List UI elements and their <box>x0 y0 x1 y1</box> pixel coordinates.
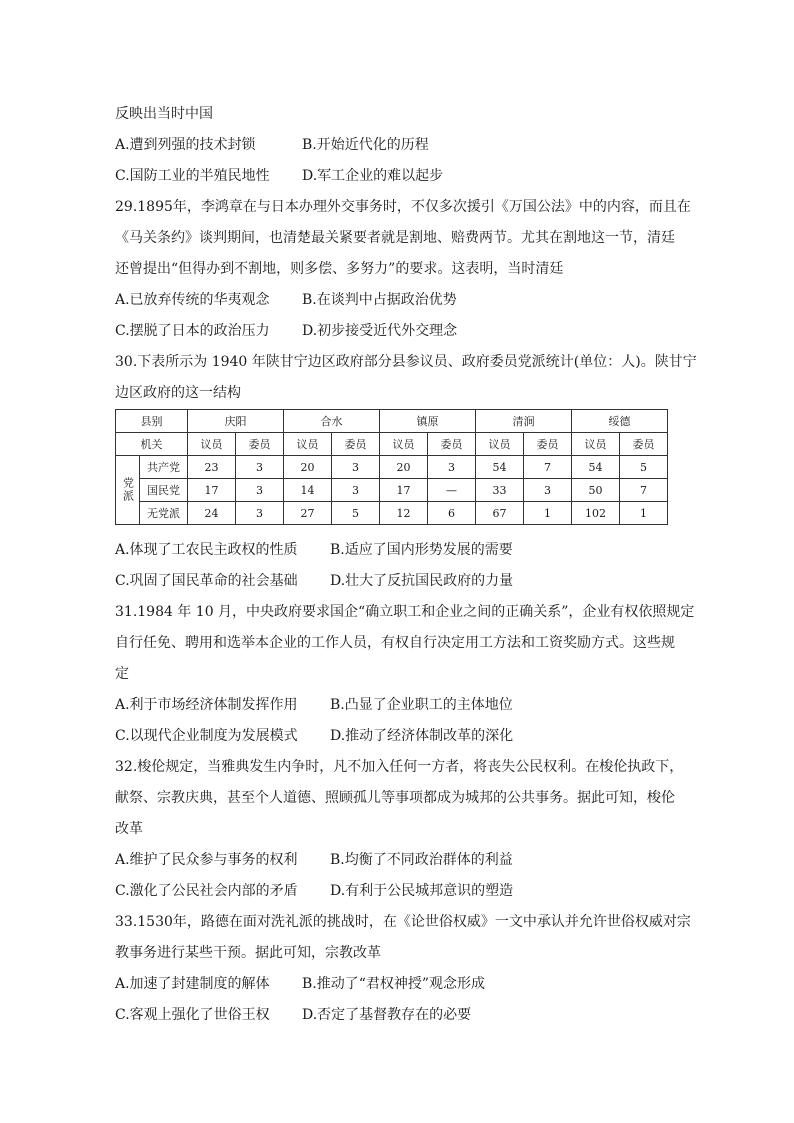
county-name: 庆阳 <box>188 410 284 433</box>
party-vertical-label: 党派 <box>116 456 140 525</box>
question-32-line-3: 改革 <box>115 821 143 837</box>
table-cell: — <box>428 479 476 502</box>
table-cell: 50 <box>572 479 620 502</box>
q31-option-c: C.以现代企业制度为发展模式 <box>115 728 298 744</box>
sub-header-committee: 委员 <box>332 433 380 456</box>
table-cell: 23 <box>188 456 236 479</box>
question-30-line-2: 边区政府的这一结构 <box>115 385 241 401</box>
sub-header-committee: 委员 <box>428 433 476 456</box>
sub-header-committee: 委员 <box>236 433 284 456</box>
q28-option-a: A.遭到列强的技术封锁 <box>115 137 256 153</box>
table-cell: 5 <box>620 456 668 479</box>
question-29-line-1: 29.1895年，李鸿章在与日本办理外交事务时，不仅多次援引《万国公法》中的内容，而且在 <box>115 199 691 215</box>
table-cell: 6 <box>428 502 476 525</box>
table-row <box>116 479 668 502</box>
question-32-line-1: 32.梭伦规定，当雅典发生内争时，凡不加入任何一方者，将丧失公民权利。在梭伦执政下， <box>115 759 684 775</box>
county-name: 绥德 <box>572 410 668 433</box>
table-cell: 3 <box>524 479 572 502</box>
question-30-line-1: 30.下表所示为 1940 年陕甘宁边区政府部分县参议员、政府委员党派统计(单位：人)。陕甘宁 <box>115 354 697 370</box>
q29-option-b: B.在谈判中占据政治优势 <box>302 292 457 308</box>
party-name: 无党派 <box>140 502 188 525</box>
table-cell: 12 <box>380 502 428 525</box>
q28-option-c: C.国防工业的半殖民地性 <box>115 168 270 184</box>
table-cell: 3 <box>332 456 380 479</box>
table-cell: 3 <box>428 456 476 479</box>
q31-option-d: D.推动了经济体制改革的深化 <box>330 728 514 744</box>
table-cell: 54 <box>476 456 524 479</box>
table-cell: 3 <box>236 456 284 479</box>
table-cell: 33 <box>476 479 524 502</box>
q29-option-c: C.摆脱了日本的政治压力 <box>115 323 270 339</box>
sub-header-councillor: 议员 <box>188 433 236 456</box>
sub-header-councillor: 议员 <box>572 433 620 456</box>
sub-header-councillor: 议员 <box>476 433 524 456</box>
q32-option-b: B.均衡了不同政治群体的利益 <box>330 852 513 868</box>
county-name: 清涧 <box>476 410 572 433</box>
table-cell: 17 <box>188 479 236 502</box>
question-29-line-2: 《马关条约》谈判期间，也清楚最关紧要者就是割地、赔费两节。尤其在割地这一节，清廷 <box>115 230 675 246</box>
q33-option-a: A.加速了封建制度的解体 <box>115 976 270 992</box>
question-28-stem-tail: 反映出当时中国 <box>115 106 213 122</box>
table-cell: 17 <box>380 479 428 502</box>
table-cell: 14 <box>284 479 332 502</box>
county-header-label: 县别 <box>116 410 188 433</box>
table-cell: 7 <box>620 479 668 502</box>
question-31-line-2: 自行任免、聘用和选举本企业的工作人员，有权自行决定用工方法和工资奖励方式。这些规 <box>115 635 675 651</box>
county-name: 镇原 <box>380 410 476 433</box>
table-cell: 67 <box>476 502 524 525</box>
table-cell: 7 <box>524 456 572 479</box>
table-row <box>116 502 668 525</box>
table-row <box>116 456 668 479</box>
table-cell: 3 <box>236 479 284 502</box>
table-cell: 20 <box>380 456 428 479</box>
q30-option-c: C.巩固了国民革命的社会基础 <box>115 573 298 589</box>
table-header-row-orgs <box>116 433 668 456</box>
q33-option-c: C.客观上强化了世俗王权 <box>115 1007 270 1023</box>
q28-option-d: D.军工企业的难以起步 <box>302 168 444 184</box>
q32-option-d: D.有利于公民城邦意识的塑造 <box>330 883 514 899</box>
q29-option-a: A.已放弃传统的华夷观念 <box>115 292 270 308</box>
party-statistics-table <box>115 409 668 525</box>
table-cell: 3 <box>332 479 380 502</box>
party-name: 国民党 <box>140 479 188 502</box>
q30-option-a: A.体现了工农民主政权的性质 <box>115 542 298 558</box>
sub-header-committee: 委员 <box>524 433 572 456</box>
question-31-line-3: 定 <box>115 666 129 682</box>
q30-option-d: D.壮大了反抗国民政府的力量 <box>330 573 514 589</box>
table-cell: 1 <box>524 502 572 525</box>
q32-option-a: A.维护了民众参与事务的权利 <box>115 852 298 868</box>
sub-header-councillor: 议员 <box>380 433 428 456</box>
table-cell: 24 <box>188 502 236 525</box>
question-33-line-2: 教事务进行某些干预。据此可知，宗教改革 <box>115 945 381 961</box>
table-cell: 102 <box>572 502 620 525</box>
q32-option-c: C.激化了公民社会内部的矛盾 <box>115 883 298 899</box>
party-name: 共产党 <box>140 456 188 479</box>
org-header-label: 机关 <box>116 433 188 456</box>
q31-option-b: B.凸显了企业职工的主体地位 <box>330 697 513 713</box>
q28-option-b: B.开始近代化的历程 <box>302 137 429 153</box>
q33-option-b: B.推动了“君权神授”观念形成 <box>302 976 486 992</box>
table-header-row-counties <box>116 410 668 433</box>
q33-option-d: D.否定了基督教存在的必要 <box>302 1007 472 1023</box>
sub-header-committee: 委员 <box>620 433 668 456</box>
q31-option-a: A.利于市场经济体制发挥作用 <box>115 697 298 713</box>
table-cell: 20 <box>284 456 332 479</box>
table-cell: 3 <box>236 502 284 525</box>
question-29-line-3: 还曾提出“但得办到不割地，则多偿、多努力”的要求。这表明，当时清廷 <box>115 261 564 277</box>
table-cell: 5 <box>332 502 380 525</box>
q30-option-b: B.适应了国内形势发展的需要 <box>330 542 513 558</box>
sub-header-councillor: 议员 <box>284 433 332 456</box>
question-32-line-2: 献祭、宗教庆典，甚至个人道德、照顾孤儿等事项都成为城邦的公共事务。据此可知，梭伦 <box>115 790 675 806</box>
county-name: 合水 <box>284 410 380 433</box>
table-cell: 27 <box>284 502 332 525</box>
question-31-line-1: 31.1984 年 10 月，中央政府要求国企“确立职工和企业之间的正确关系”，企业有权依照规定 <box>115 604 695 620</box>
q29-option-d: D.初步接受近代外交理念 <box>302 323 458 339</box>
table-cell: 54 <box>572 456 620 479</box>
table-cell: 1 <box>620 502 668 525</box>
question-33-line-1: 33.1530年，路德在面对洗礼派的挑战时，在《论世俗权威》一文中承认并允许世俗权威对宗 <box>115 914 691 930</box>
